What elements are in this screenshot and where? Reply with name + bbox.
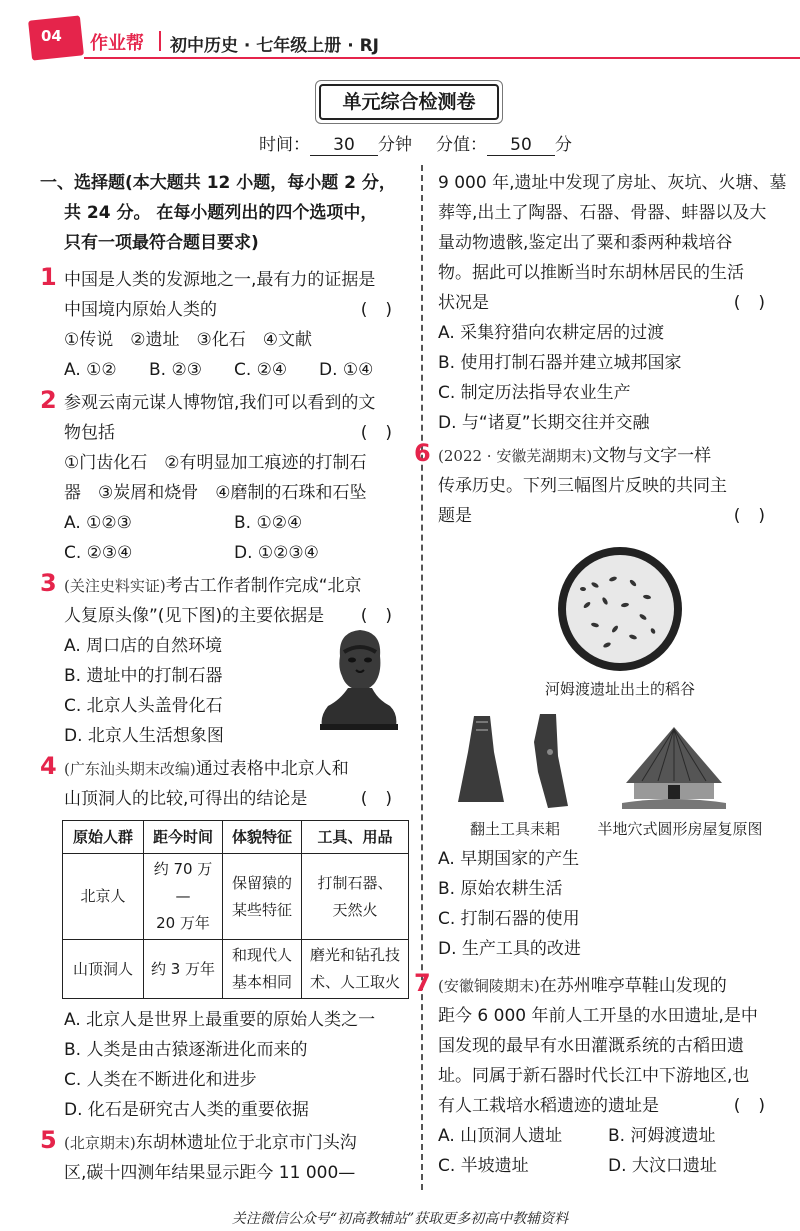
- page-header: [0, 0, 800, 70]
- option-a[interactable]: A. 早期国家的产生: [438, 849, 580, 869]
- question-items: ①传说 ②遗址 ③化石 ④文献: [64, 330, 312, 350]
- table-cell: 和现代人 基本相同: [223, 940, 302, 999]
- option-a[interactable]: A. 北京人是世界上最重要的原始人类之一: [64, 1010, 376, 1030]
- question-number: 6: [414, 439, 431, 467]
- question-number: 7: [414, 969, 431, 997]
- table-row: [63, 940, 409, 999]
- options: [414, 1151, 783, 1181]
- question-source: (关注史料实证): [64, 577, 166, 595]
- question-source: (广东汕头期末改编): [64, 760, 196, 778]
- table-header: 原始人群: [63, 821, 144, 854]
- table-header: 距今时间: [144, 821, 223, 854]
- options: [40, 508, 410, 538]
- options: [414, 1121, 783, 1151]
- table-cell: 打制石器、 天然火: [302, 854, 409, 940]
- question-2: 2 参观云南元谋人博物馆,我们可以看到的文 物包括 () ①门齿化石 ②有明显加工痕迹的打制石 器 ③炭屑和烧骨 ④磨制的石珠和石坠 A. ①②③ B. ①②④ C. ②③④ D. ①②③④: [40, 385, 410, 568]
- question-number: 5: [40, 1126, 57, 1154]
- question-5: 5 (北京期末)东胡林遗址位于北京市门头沟 区,碳十四测年结果显示距今 11 000—: [40, 1126, 357, 1183]
- option-b[interactable]: B. 人类是由古猿逐渐进化而来的: [64, 1040, 308, 1060]
- exam-score: 分值： 50 分: [436, 135, 572, 155]
- question-6: 6 (2022 · 安徽芜湖期末)文物与文字一样 传承历史。下列三幅图片反映的共同主 题是 (): [414, 438, 783, 531]
- answer-paren[interactable]: (): [360, 300, 410, 320]
- answer-paren[interactable]: (): [360, 789, 410, 809]
- option-b[interactable]: B. 遗址中的打制石器: [64, 666, 223, 686]
- page-number: 04: [41, 27, 62, 45]
- option-c[interactable]: C. ②③④: [64, 543, 133, 563]
- peking-man-bust-image: [318, 626, 400, 732]
- question-source: (北京期末): [64, 1134, 136, 1152]
- option-d[interactable]: D. 大汶口遗址: [608, 1156, 717, 1176]
- option-b[interactable]: B. 河姆渡遗址: [608, 1126, 716, 1146]
- option-b[interactable]: B. 使用打制石器并建立城邦国家: [438, 353, 682, 373]
- table-cell: 约 70 万— 20 万年: [144, 854, 223, 940]
- answer-paren[interactable]: (): [733, 1096, 783, 1116]
- figure-caption: 半地穴式圆形房屋复原图: [597, 820, 763, 838]
- table-cell: 山顶洞人: [63, 940, 144, 999]
- options: [40, 355, 410, 385]
- table-header: 体貌特征: [223, 821, 302, 854]
- question-number: 1: [40, 263, 57, 291]
- table-header: 工具、用品: [302, 821, 409, 854]
- table-cell: 约 3 万年: [144, 940, 223, 999]
- question-number: 4: [40, 752, 57, 780]
- option-d[interactable]: D. ①④: [319, 360, 374, 380]
- option-d[interactable]: D. 北京人生活想象图: [64, 726, 224, 746]
- book-title: 初中历史 · 七年级上册 · RJ: [170, 36, 380, 56]
- option-b[interactable]: B. 原始农耕生活: [438, 879, 563, 899]
- question-7: 7 (安徽铜陵期末)在苏州唯亭草鞋山发现的 距今 6 000 年前人工开垦的水田遗址,是中 国发现的最早有水田灌溉系统的古稻田遗 址。同属于新石器时代长江中下游地区,也 有人工栽培水稻遗迹的遗址是 () A. 山顶洞人遗址 B. 河姆渡遗址 C. 半坡遗址 D. 大汶口遗址: [414, 968, 783, 1181]
- answer-paren[interactable]: (): [733, 293, 783, 313]
- option-c[interactable]: C. 半坡遗址: [438, 1156, 529, 1176]
- option-c[interactable]: C. 打制石器的使用: [438, 909, 580, 929]
- option-a[interactable]: A. 采集狩猎向农耕定居的过渡: [438, 323, 665, 343]
- section-heading: 一、选择题(本大题共 12 小题，每小题 2 分， 共 24 分。 在每小题列出的四个选项中， 只有一项最符合题目要求): [40, 173, 396, 253]
- answer-paren[interactable]: (): [733, 506, 783, 526]
- table-cell: 北京人: [63, 854, 144, 940]
- option-a[interactable]: A. 山顶洞人遗址: [438, 1126, 563, 1146]
- rice-grain-image: [555, 545, 685, 673]
- leisi-tool-image: [450, 712, 580, 810]
- table-header-row: [63, 821, 409, 854]
- option-b[interactable]: B. ②③: [149, 360, 202, 380]
- header-rule: [84, 57, 800, 59]
- option-d[interactable]: D. ①②③④: [234, 543, 319, 563]
- question-number: 2: [40, 386, 57, 414]
- question-4: 4 (广东汕头期末改编)通过表格中北京人和 山顶洞人的比较,可得出的结论是 () 原始人群 距今时间 体貌特征 工具、用品 北京人 约 70 万— 20 万年 保留猿的 某些特征 打制石器、 天然火 山顶洞人 约 3 万年 和现代人 基本相同 磨光和钻孔技 术、人工取火 A. 北京人是世界上最重要的原始人类之一 B. 人类是由古猿逐渐进化而来的 C. 人类在不断进化和进步 D. 化石是研究古人类的重要依据: [40, 751, 410, 1125]
- question-1: 1 中国是人类的发源地之一,最有力的证据是 中国境内原始人类的 () ①传说 ②遗址 ③化石 ④文献 A. ①② B. ②③ C. ②④ D. ①④: [40, 262, 410, 385]
- option-d[interactable]: D. 生产工具的改进: [438, 939, 581, 959]
- option-a[interactable]: A. 周口店的自然环境: [64, 636, 223, 656]
- figure-caption: 翻土工具耒耜: [469, 820, 560, 838]
- option-c[interactable]: C. 人类在不断进化和进步: [64, 1070, 257, 1090]
- question-3: 3 (关注史料实证)考古工作者制作完成“北京 人复原头像”(见下图)的主要依据是 () A. 周口店的自然环境 B. 遗址中的打制石器 C. 北京人头盖骨化石 D. 北京人生活想象图: [40, 568, 410, 751]
- question-source: (安徽铜陵期末): [438, 977, 540, 995]
- comparison-table: [62, 820, 409, 999]
- round-house-image: [622, 725, 726, 810]
- figure-caption: 河姆渡遗址出土的稻谷: [544, 680, 695, 698]
- option-c[interactable]: C. ②④: [234, 360, 288, 380]
- left-column: [40, 168, 410, 1188]
- answer-paren[interactable]: (): [360, 606, 410, 626]
- table-row: [63, 854, 409, 940]
- right-column: [414, 168, 787, 531]
- question-5-continued: 9 000 年,遗址中发现了房址、灰坑、火塘、墓 葬等,出土了陶器、石器、骨器、蚌器以及大 量动物遗骸,鉴定出了粟和黍两种栽培谷 物。据此可以推断当时东胡林居民的生活 状况是 () A. 采集狩猎向农耕定居的过渡 B. 使用打制石器并建立城邦国家 C. 制定历法指导农业生产 D. 与“诸夏”长期交往并交融: [438, 168, 783, 438]
- option-a[interactable]: A. ①②: [64, 360, 117, 380]
- exam-time: 时间： 30 分钟: [259, 135, 412, 155]
- question-number: 3: [40, 569, 57, 597]
- header-separator: [159, 31, 161, 51]
- brand-name: 作业帮: [90, 33, 144, 54]
- answer-paren[interactable]: (): [360, 423, 410, 443]
- option-a[interactable]: A. ①②③: [64, 513, 132, 533]
- question-source: (2022 · 安徽芜湖期末): [438, 447, 593, 465]
- options: [40, 538, 410, 568]
- option-d[interactable]: D. 与“诸夏”长期交往并交融: [438, 413, 650, 433]
- option-d[interactable]: D. 化石是研究古人类的重要依据: [64, 1100, 309, 1120]
- table-cell: 保留猿的 某些特征: [223, 854, 302, 940]
- option-b[interactable]: B. ①②④: [234, 513, 303, 533]
- option-c[interactable]: C. 制定历法指导农业生产: [438, 383, 631, 403]
- table-cell: 磨光和钻孔技 术、人工取火: [302, 940, 409, 999]
- exam-title: 单元综合检测卷: [319, 84, 499, 120]
- option-c[interactable]: C. 北京人头盖骨化石: [64, 696, 223, 716]
- footer-note: 关注微信公众号“初高教辅站”获取更多初高中教辅资料: [231, 1211, 569, 1227]
- right-column-lower: [414, 844, 783, 1181]
